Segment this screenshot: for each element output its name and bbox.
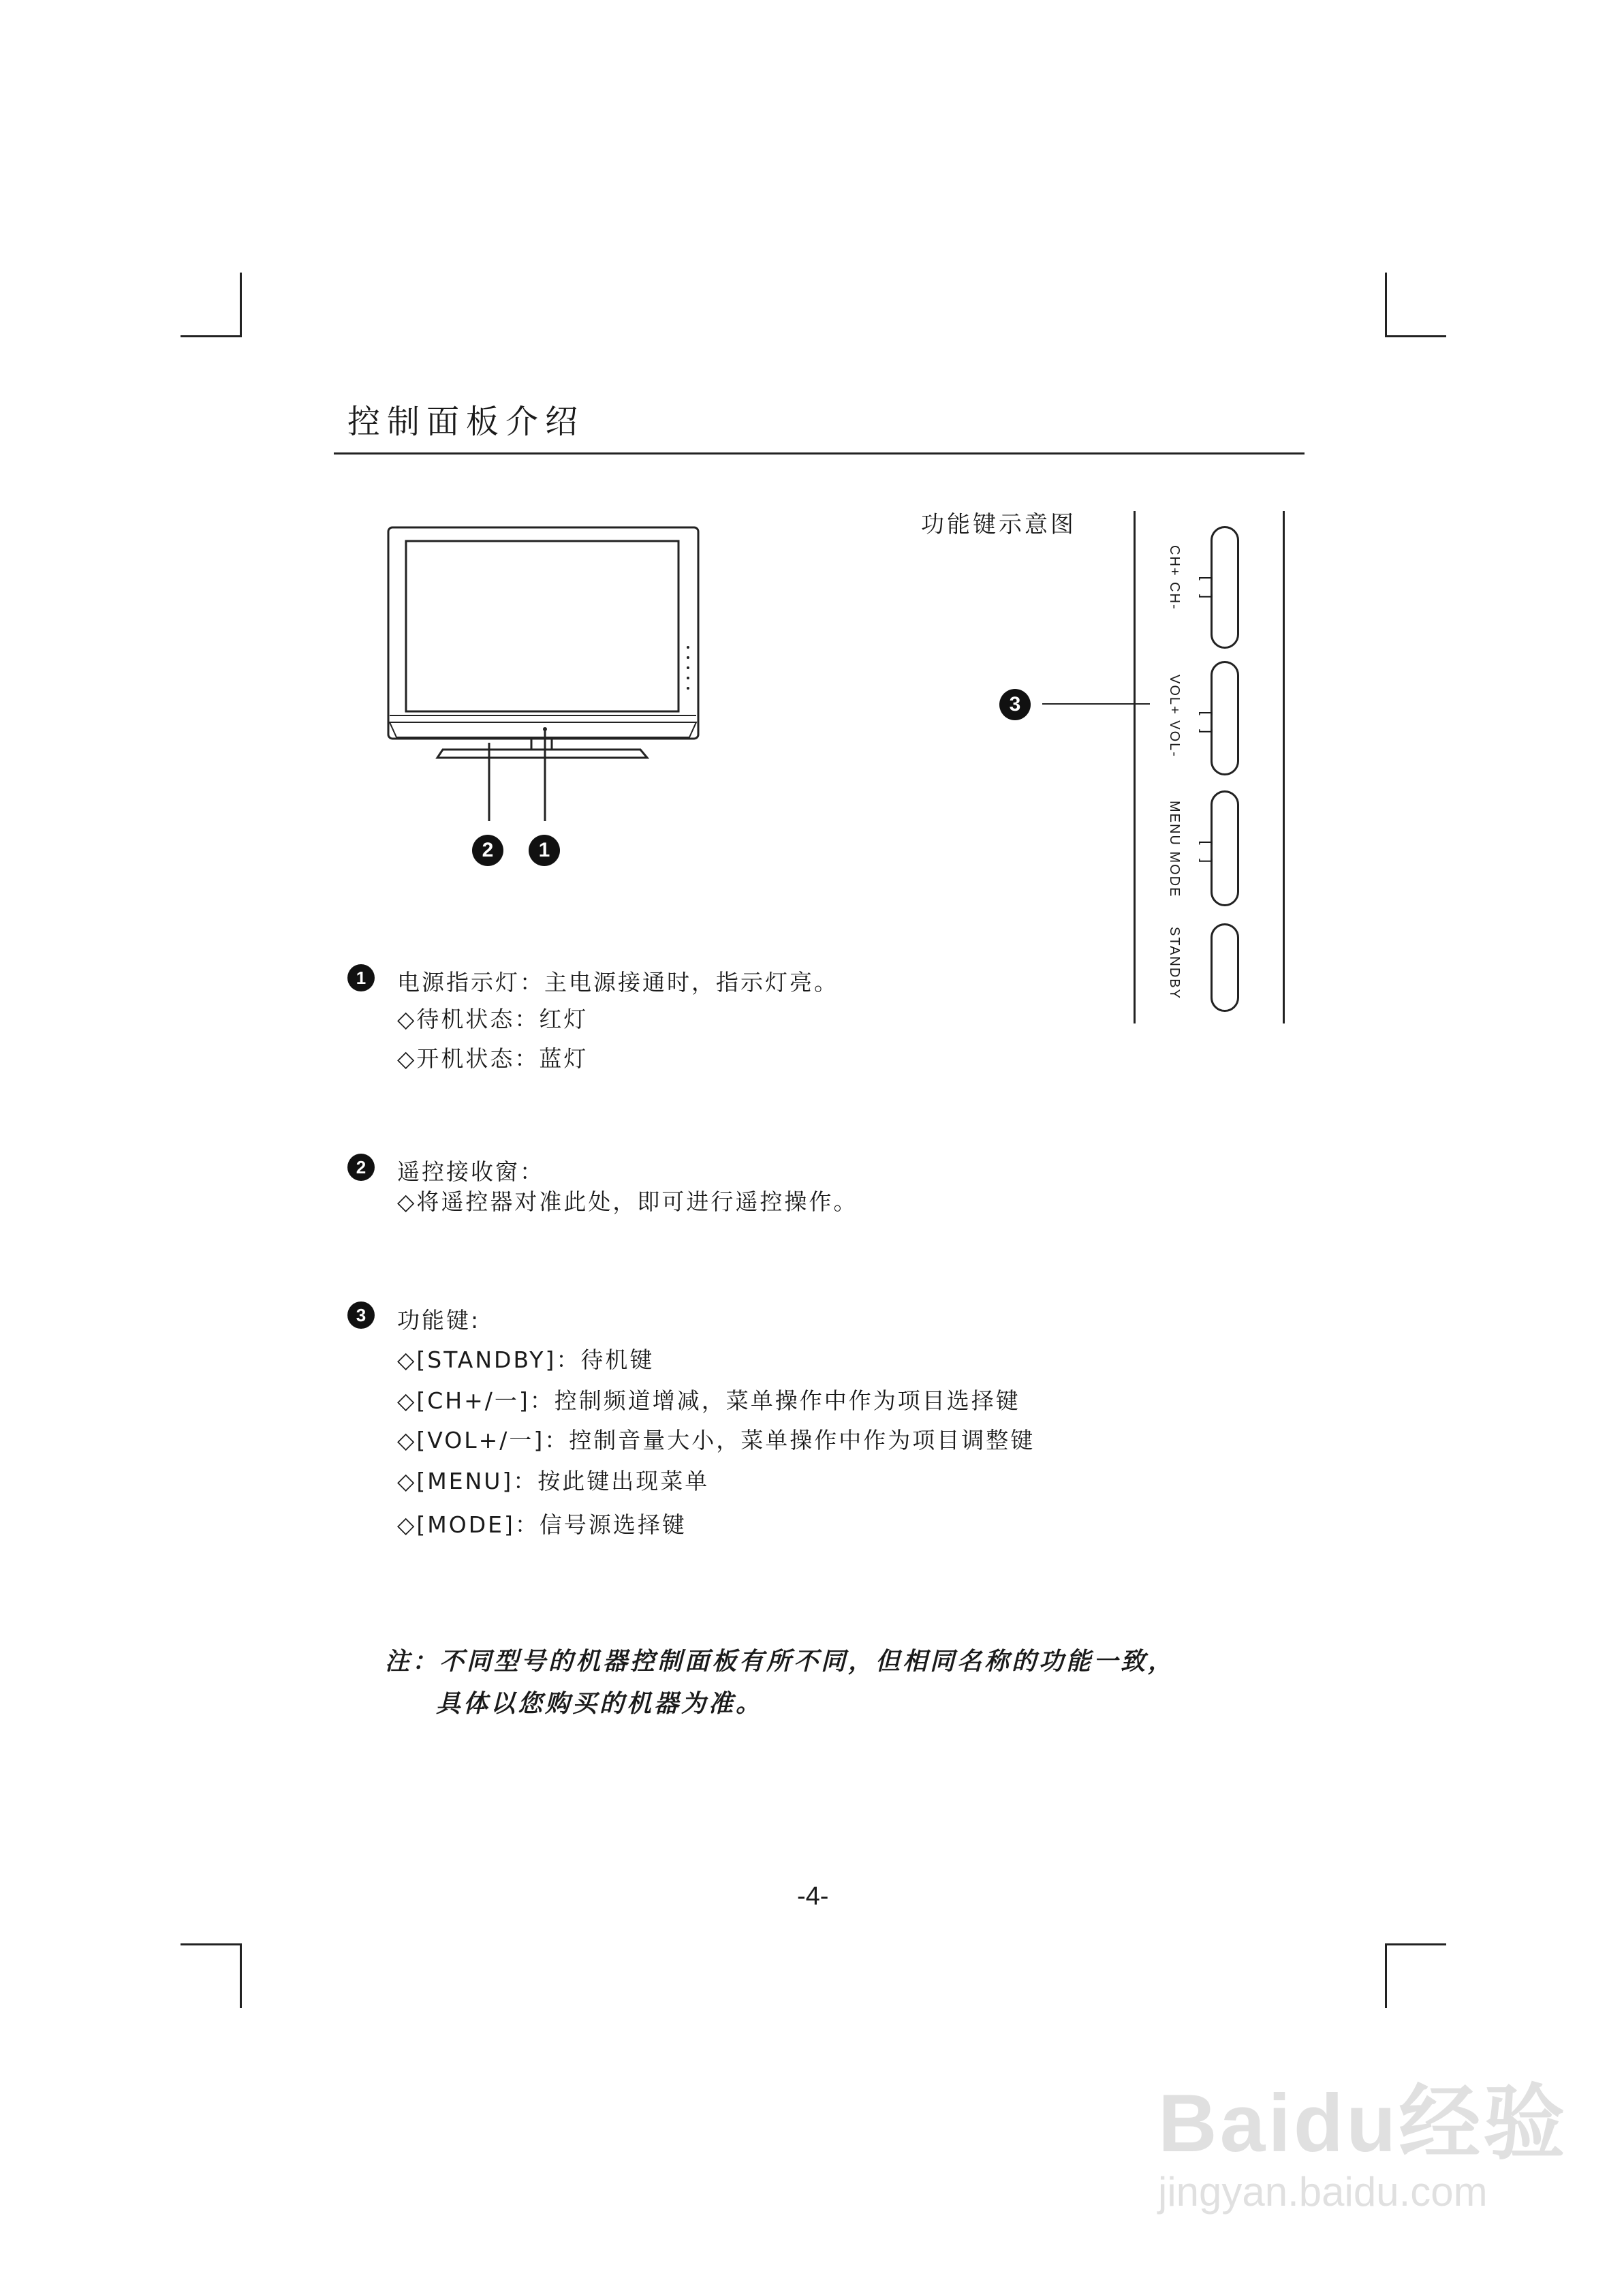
watermark-url: jingyan.baidu.com (1158, 2169, 1488, 2215)
section-3-line-1: ◇[STANDBY]：待机键 (397, 1346, 655, 1373)
section-3-line-3: ◇[VOL+/一]：控制音量大小，菜单操作中作为项目调整键 (397, 1427, 1035, 1453)
crop-mark-bottom-left-h (181, 1943, 242, 1945)
section-2-badge: 2 (347, 1154, 375, 1181)
section-3-line-2: ◇[CH+/一]：控制频道增减，菜单操作中作为项目选择键 (397, 1387, 1020, 1414)
baidu-watermark (1158, 2058, 1567, 2215)
crop-mark-top-left-h (181, 335, 242, 337)
crop-mark-top-right-v (1385, 273, 1387, 337)
note-line-1: 注：不同型号的机器控制面板有所不同，但相同名称的功能一致， (385, 1648, 1176, 1676)
section-1-heading: 电源指示灯：主电源接通时，指示灯亮。 (397, 969, 839, 996)
section-3-line-4: ◇[MENU]：按此键出现菜单 (397, 1468, 710, 1494)
ch-key-mark: [ ] (1197, 574, 1214, 601)
note-line-2: 具体以您购买的机器为准。 (436, 1690, 764, 1718)
vol-key-label: VOL+ VOL- (1167, 675, 1182, 758)
callout-2: 2 (472, 835, 503, 866)
section-2-line-1: ◇将遥控器对准此处，即可进行遥控操作。 (397, 1188, 858, 1215)
page-title: 控制面板介绍 (347, 403, 585, 441)
section-2-heading: 遥控接收窗： (397, 1158, 544, 1185)
section-3-badge: 3 (347, 1301, 375, 1329)
tv-bezel-bottom (390, 722, 696, 737)
section-1-badge: 1 (347, 964, 375, 991)
callout-3: 3 (999, 689, 1031, 720)
panel-edge-right (1283, 511, 1285, 1023)
tv-illustration (381, 518, 708, 872)
section-1-line-2: ◇开机状态：蓝灯 (397, 1045, 589, 1072)
callout-1: 1 (529, 835, 560, 866)
crop-mark-bottom-right-v (1385, 1943, 1387, 2008)
tv-screen (406, 541, 678, 711)
title-rule (334, 452, 1305, 455)
panel-edge-left (1134, 511, 1136, 1023)
ch-key[interactable] (1211, 526, 1239, 649)
crop-mark-top-left-v (240, 273, 242, 337)
standby-key-label: STANDBY (1167, 927, 1182, 1000)
page-number: -4- (797, 1882, 829, 1911)
tv-stand (437, 750, 647, 758)
watermark-brand: Baidu经验 (1158, 2078, 1568, 2169)
menu-mode-key-mark: [ ] (1197, 838, 1214, 865)
section-1-line-1: ◇待机状态：红灯 (397, 1006, 589, 1032)
standby-key[interactable] (1211, 923, 1239, 1012)
section-3-heading: 功能键: (397, 1307, 481, 1334)
menu-mode-key-label: MENU MODE (1167, 801, 1182, 898)
diagram-label: 功能键示意图 (921, 511, 1076, 538)
crop-mark-bottom-left-v (240, 1943, 242, 2008)
callout-3-leader (1042, 703, 1150, 705)
tv-frame (388, 527, 698, 739)
vol-key[interactable] (1211, 661, 1239, 775)
crop-mark-bottom-right-h (1385, 1943, 1446, 1945)
ch-key-label: CH+ CH- (1167, 545, 1182, 611)
menu-mode-key[interactable] (1211, 790, 1239, 906)
section-3-line-5: ◇[MODE]：信号源选择键 (397, 1511, 687, 1538)
crop-mark-top-right-h (1385, 335, 1446, 337)
vol-key-mark: [ ] (1197, 709, 1214, 736)
